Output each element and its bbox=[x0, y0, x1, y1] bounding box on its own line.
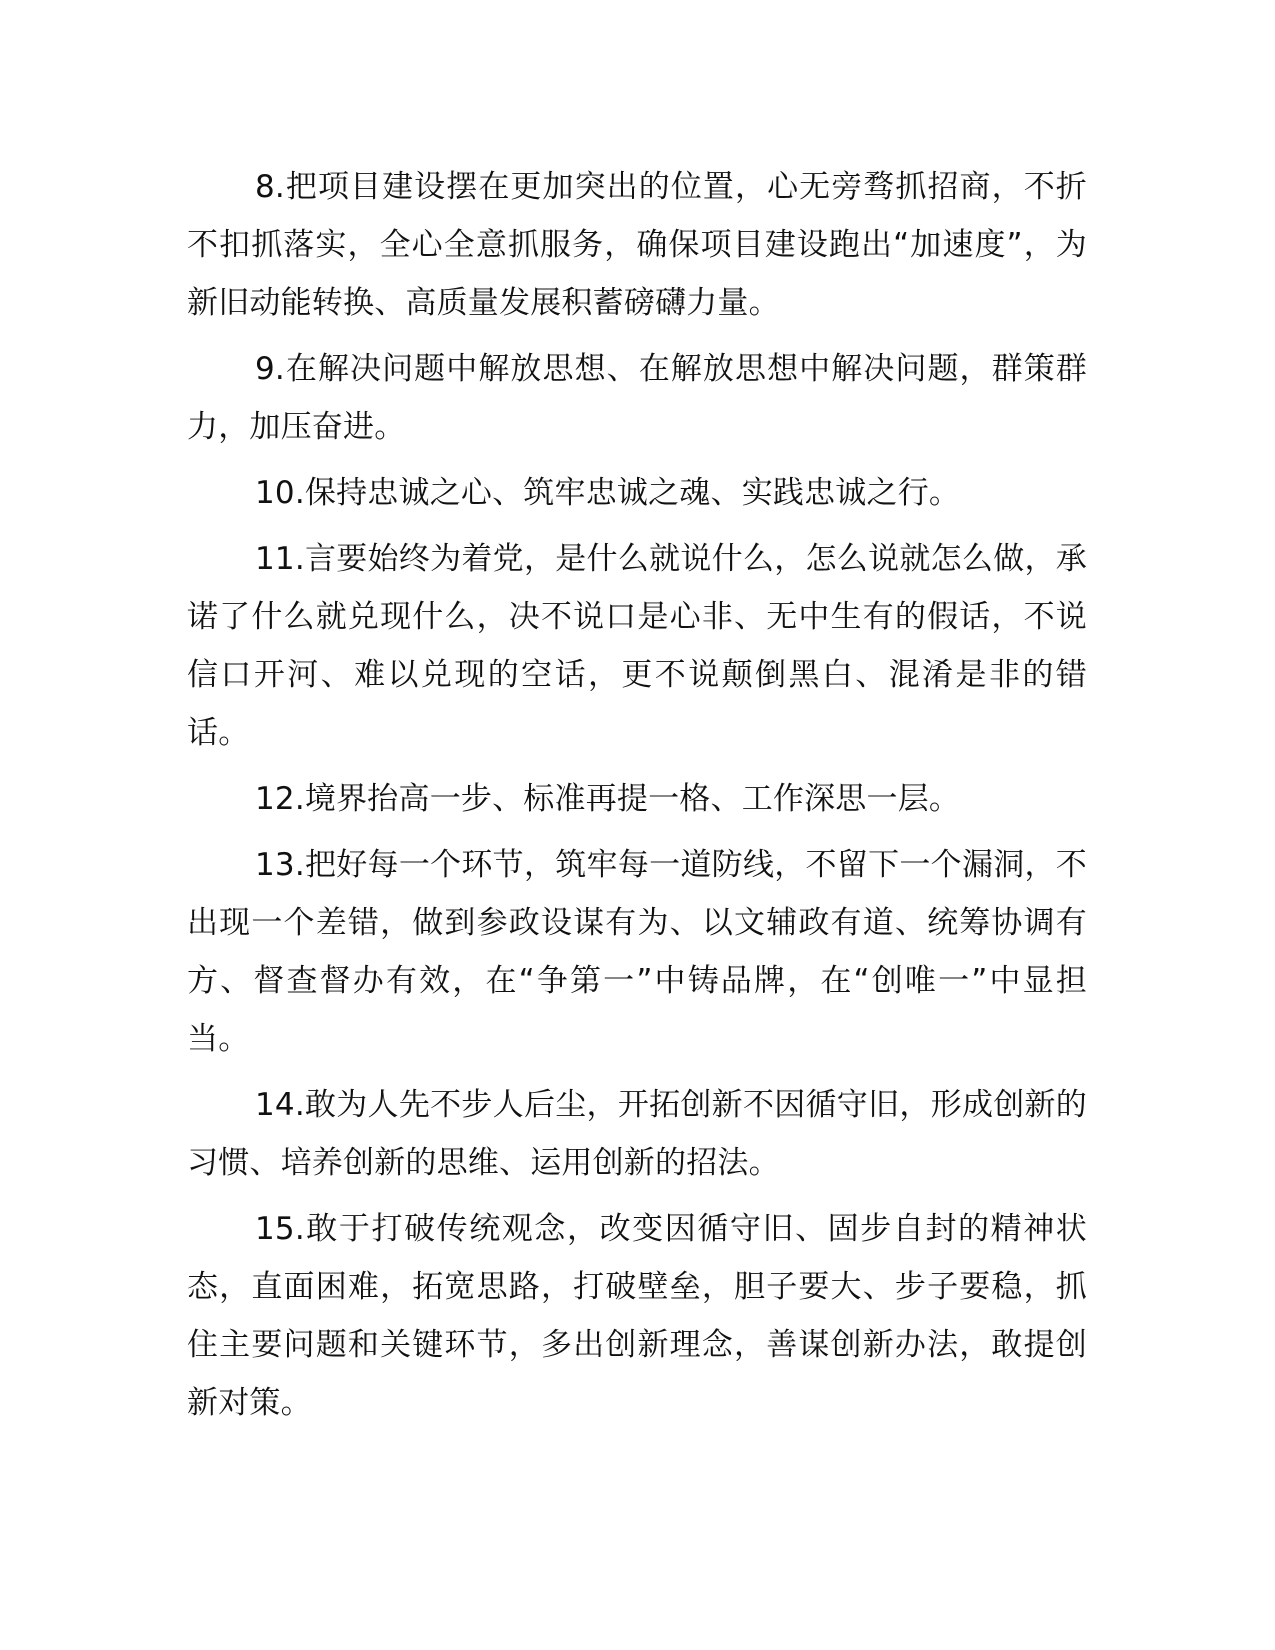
paragraph-11: 11.言要始终为着党，是什么就说什么，怎么说就怎么做，承诺了什么就兑现什么，决不说口是心非、无中生有的假话，不说信口开河、难以兑现的空话，更不说颠倒黑白、混淆是非的错话。 bbox=[187, 541, 1087, 751]
paragraph-12: 12.境界抬高一步、标准再提一格、工作深思一层。 bbox=[255, 781, 961, 817]
document-body bbox=[187, 158, 1087, 1440]
paragraph-13: 13.把好每一个环节，筑牢每一道防线，不留下一个漏洞，不出现一个差错，做到参政设谋有为、以文辅政有道、统筹协调有方、督查督办有效，在“争第一”中铸品牌，在“创唯一”中显担当。 bbox=[187, 847, 1087, 1057]
paragraph-15: 15.敢于打破传统观念，改变因循守旧、固步自封的精神状态，直面困难，拓宽思路，打破壁垒，胆子要大、步子要稳，抓住主要问题和关键环节，多出创新理念，善谋创新办法，敢提创新对策。 bbox=[187, 1211, 1087, 1421]
paragraph-8: 8.把项目建设摆在更加突出的位置，心无旁骛抓招商，不折不扣抓落实，全心全意抓服务，确保项目建设跑出“加速度”，为新旧动能转换、高质量发展积蓄磅礴力量。 bbox=[187, 169, 1087, 321]
paragraph-10: 10.保持忠诚之心、筑牢忠诚之魂、实践忠诚之行。 bbox=[255, 475, 961, 511]
paragraph-14: 14.敢为人先不步人后尘，开拓创新不因循守旧，形成创新的习惯、培养创新的思维、运用创新的招法。 bbox=[187, 1087, 1087, 1181]
paragraph-9: 9.在解决问题中解放思想、在解放思想中解决问题，群策群力，加压奋进。 bbox=[187, 351, 1087, 445]
